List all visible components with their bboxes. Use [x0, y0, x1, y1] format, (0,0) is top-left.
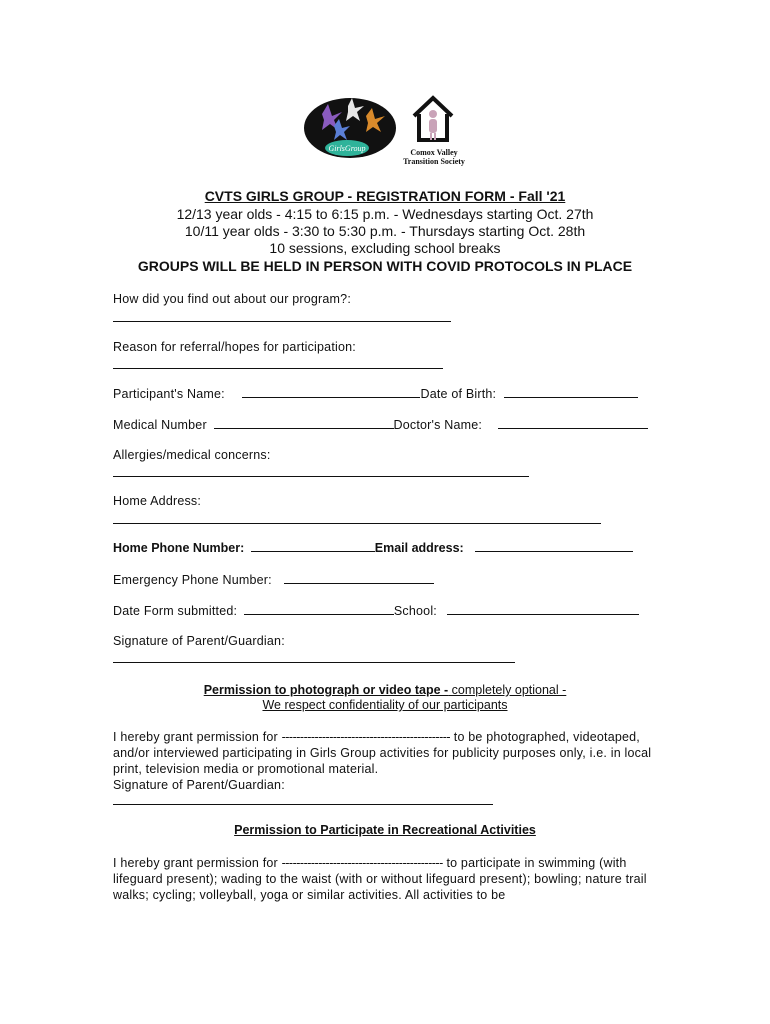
photo-signature-label: Signature of Parent/Guardian: [113, 778, 285, 792]
emergency-phone-label: Emergency Phone Number: [113, 573, 272, 587]
photo-participant-blank[interactable]: ---------------------------------------------- [281, 730, 451, 744]
doctor-name-field[interactable] [498, 417, 648, 429]
photo-permission-lead: I hereby grant permission for [113, 730, 278, 744]
emergency-row [113, 572, 434, 588]
schedule-line-2: 10/11 year olds - 3:30 to 5:30 p.m. - Thursdays starting Oct. 28th [184, 223, 586, 239]
date-submitted-label: Date Form submitted: [113, 604, 238, 618]
photo-permission-text [113, 729, 658, 793]
reason-field[interactable] [113, 368, 443, 369]
dob-field[interactable] [504, 386, 638, 398]
medical-row [113, 417, 648, 433]
find-out-label: How did you find out about our program?: [113, 292, 351, 306]
girls-group-logo [300, 92, 400, 166]
photo-permission-optional: completely optional - [448, 683, 567, 697]
emergency-phone-field[interactable] [284, 572, 434, 584]
medical-number-field[interactable] [214, 417, 394, 429]
participant-row [113, 386, 638, 402]
date-submitted-field[interactable] [244, 603, 394, 615]
participant-name-field[interactable] [242, 386, 420, 398]
home-address-field[interactable] [113, 523, 601, 524]
logo-area [300, 92, 480, 172]
school-field[interactable] [447, 603, 639, 615]
form-title: CVTS GIRLS GROUP - REGISTRATION FORM - Fall '21 [204, 188, 566, 204]
cvts-house-logo [408, 94, 458, 144]
email-label: Email address: [374, 541, 464, 555]
covid-notice: GROUPS WILL BE HELD IN PERSON WITH COVID PROTOCOLS IN PLACE [137, 258, 633, 274]
allergies-label: Allergies/medical concerns: [113, 448, 271, 462]
dob-label: Date of Birth: [420, 387, 497, 401]
photo-permission-body: to be photographed, videotaped, and/or interviewed participating in Girls Group activities for publicity purposes only, i.e. in local print, television media or promotional material. [113, 730, 652, 776]
email-field[interactable] [475, 540, 633, 552]
rec-participant-blank[interactable]: -------------------------------------------- [281, 856, 443, 870]
rec-permission-lead: I hereby grant permission for [113, 856, 278, 870]
reason-label: Reason for referral/hopes for participation: [113, 340, 356, 354]
sessions-line: 10 sessions, excluding school breaks [269, 240, 501, 256]
rec-permission-body: to participate in swimming (with lifeguard present); wading to the waist (with or without lifeguard present); bowling; nature trail walks; cycling; volleyball, yoga or similar activities. All activities to be [113, 856, 647, 902]
medical-number-label: Medical Number [113, 418, 207, 432]
home-address-label: Home Address: [113, 494, 202, 508]
doctor-name-label: Doctor's Name: [393, 418, 483, 432]
submitted-row [113, 603, 639, 619]
signature-label: Signature of Parent/Guardian: [113, 634, 285, 648]
participant-name-label: Participant's Name: [113, 387, 225, 401]
allergies-field[interactable] [113, 476, 529, 477]
cvts-name: Comox Valley Transition Society [403, 148, 465, 166]
find-out-field[interactable] [113, 321, 451, 322]
rec-permission-heading: Permission to Participate in Recreational Activities [234, 823, 536, 837]
photo-signature-field[interactable] [113, 804, 493, 805]
confidentiality-note: We respect confidentiality of our participants [262, 698, 508, 712]
rec-permission-text [113, 855, 658, 903]
schedule-line-1: 12/13 year olds - 4:15 to 6:15 p.m. - Wednesdays starting Oct. 27th [176, 206, 594, 222]
signature-field[interactable] [113, 662, 515, 663]
contact-row [113, 540, 633, 556]
photo-permission-heading [0, 683, 770, 698]
home-phone-field[interactable] [251, 540, 375, 552]
photo-permission-title: Permission to photograph or video tape - [203, 683, 449, 697]
school-label: School: [393, 604, 437, 618]
girls-group-logo-text: GirlsGroup [328, 144, 366, 153]
home-phone-label: Home Phone Number: [113, 541, 245, 555]
